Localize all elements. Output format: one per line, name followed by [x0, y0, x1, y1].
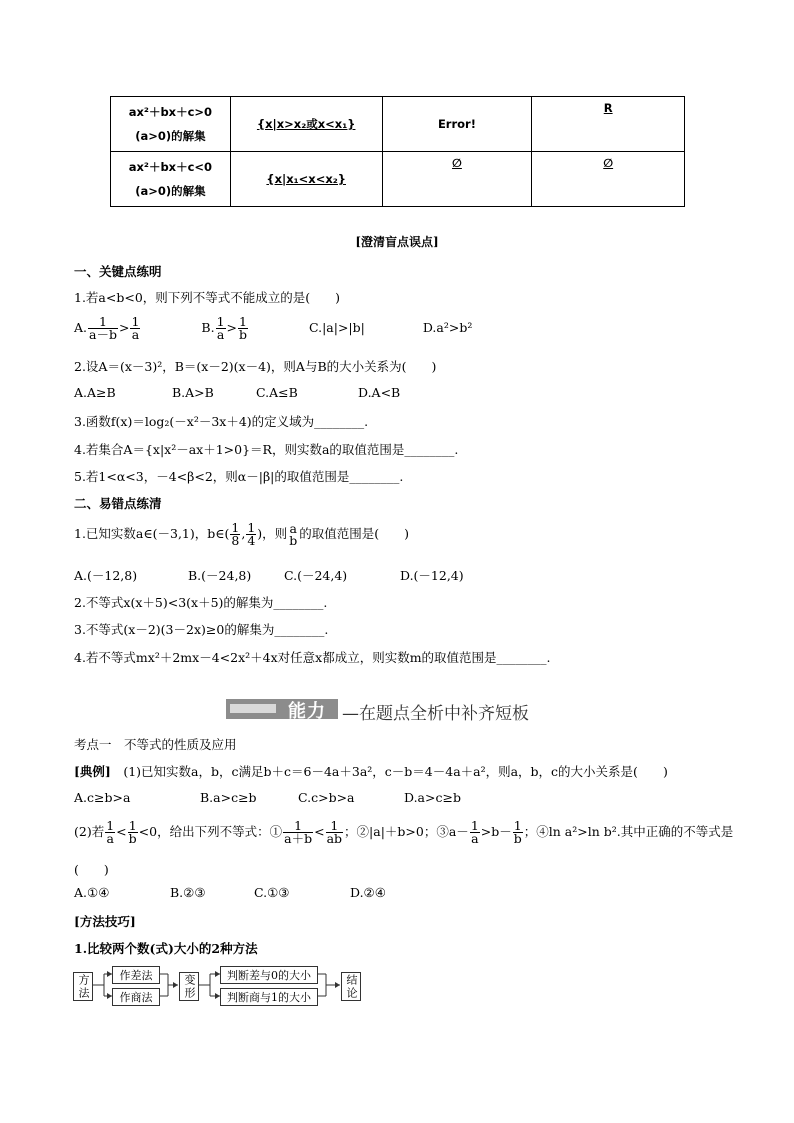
- fraction: [216, 316, 226, 341]
- table-row: [111, 152, 685, 207]
- table-cell: R: [532, 97, 685, 152]
- numerator: 1: [88, 316, 118, 329]
- solution-set-table: [110, 96, 685, 207]
- table-cell: ∅: [532, 152, 685, 207]
- fraction: $\frac{1}{b}$: [128, 818, 137, 846]
- numerator: 1: [247, 520, 256, 535]
- answer-paren: ( ): [74, 862, 109, 877]
- example-p1: [74, 762, 668, 780]
- option: A.A≥B: [74, 385, 116, 400]
- example-p2: (2)若 $\frac{1}{a}$ < $\frac{1}{b}$ <0，给出下列不等式：① $\frac{1}{a+b}$ < $\frac{1}{ab}$ ；②|a|＋b>0；③a－ $\frac{1}{a}$ >b－ $\frac{1}{b}$ ；④ln a²>ln b².其中正确的不等式是: [74, 818, 734, 846]
- question: 2.不等式x(x＋5)<3(x＋5)的解集为________.: [74, 595, 328, 610]
- operator: >: [118, 320, 130, 335]
- option-label: A.: [74, 320, 88, 335]
- banner-subtitle: —在题点全析中补齐短板: [342, 704, 529, 724]
- fraction: $\frac{1}{a+b}$: [284, 818, 313, 846]
- table-cell: {x|x₁<x<x₂}: [230, 152, 382, 207]
- question-text: 1.已知实数a∈(－3,1)，b∈(: [74, 526, 230, 541]
- fraction: [130, 316, 140, 341]
- part2-title: 二、易错点练清: [74, 496, 162, 511]
- denominator: a: [131, 327, 140, 342]
- flow-node-judge-quotient: 判断商与1的大小: [220, 988, 318, 1006]
- question-options: [74, 316, 472, 341]
- question-text: )，则: [257, 526, 288, 541]
- table-cell: {x|x>x₂或x<x₁}: [230, 97, 382, 152]
- question-text: ；④ln a²>ln b².其中正确的不等式是: [523, 824, 734, 839]
- table-cell: Error!: [382, 97, 532, 152]
- table-cell: ∅: [382, 152, 532, 207]
- method-title: 1.比较两个数(式)大小的2种方法: [74, 941, 258, 956]
- numerator: 1: [131, 314, 140, 329]
- denominator: 8: [231, 533, 240, 548]
- option: D.②④: [350, 885, 386, 900]
- option-label: B.: [201, 320, 215, 335]
- condition-label: (a>0)的解集: [135, 184, 206, 198]
- option: D.A<B: [358, 385, 401, 400]
- fraction: [88, 316, 118, 341]
- inequality-label: ax²＋bx＋c<0: [128, 160, 213, 174]
- option: C.(－24,4): [284, 568, 348, 583]
- question: 2.设A＝(x－3)²，B＝(x－2)(x－4)，则A与B的大小关系为( ): [74, 359, 437, 374]
- option: C.A≤B: [256, 385, 298, 400]
- numerator: a: [289, 520, 297, 536]
- question-text: ，给出下列不等式：①: [157, 824, 283, 839]
- section-title: [澄清盲点误点]: [355, 235, 439, 249]
- question: 5.若1<α<3，－4<β<2，则α－|β|的取值范围是________.: [74, 469, 404, 484]
- option: C.c>b>a: [298, 790, 355, 805]
- question: 3.不等式(x－2)(3－2x)≥0的解集为________.: [74, 622, 329, 637]
- inequality-label: ax²＋bx＋c>0: [128, 105, 213, 119]
- option: B.②③: [170, 885, 206, 900]
- fraction: $\frac{1}{a}$: [106, 818, 115, 846]
- example-tag: [典例]: [74, 764, 111, 779]
- option: D.a²>b²: [422, 320, 473, 335]
- method-tag: [方法技巧]: [74, 914, 136, 929]
- option: C.①③: [254, 885, 290, 900]
- fraction: $\frac{1}{ab}$: [326, 818, 343, 846]
- condition-label: (a>0)的解集: [135, 129, 206, 143]
- question-text: >b－: [480, 824, 512, 839]
- punctuation: ,: [241, 526, 246, 541]
- option: A.①④: [74, 885, 110, 900]
- option: C.|a|>|b|: [308, 320, 365, 335]
- fraction: [288, 520, 298, 548]
- question-options: [74, 566, 464, 584]
- fraction: [246, 522, 256, 547]
- denominator: a: [216, 327, 225, 342]
- fraction: [230, 522, 240, 547]
- question-text: ；②|a|＋b>0；③a－: [344, 824, 469, 839]
- part1-title: 一、关键点练明: [74, 264, 162, 279]
- numerator: 1: [231, 520, 240, 535]
- question-text: (2)若: [74, 824, 105, 839]
- question: 3.函数f(x)＝log₂(－x²－3x＋4)的定义域为________.: [74, 414, 369, 429]
- banner-decoration: [230, 704, 276, 713]
- question: [74, 522, 409, 547]
- kaodian-title: 考点一 不等式的性质及应用: [74, 737, 237, 752]
- denominator: 4: [247, 533, 256, 548]
- question-options: [74, 790, 461, 805]
- question: 1.若a<b<0，则下列不等式不能成立的是( ): [74, 290, 341, 305]
- denominator: b: [239, 327, 248, 342]
- option: B.(－24,8): [188, 568, 252, 583]
- flow-node-method: 方法: [73, 972, 93, 1001]
- denominator: b: [289, 532, 298, 548]
- option: A.c≥b>a: [74, 790, 131, 805]
- option: D.a>c≥b: [404, 790, 461, 805]
- fraction: $\frac{1}{a}$: [470, 818, 479, 846]
- fraction: [238, 316, 248, 341]
- option: D.(－12,4): [400, 568, 464, 583]
- flow-node-conclusion: 结论: [341, 972, 361, 1001]
- question-text: (1)已知实数a，b，c满足b＋c＝6－4a＋3a²，c－b＝4－4a＋a²，则a，b，c的大小关系是( ): [110, 764, 668, 779]
- denominator: a－b: [89, 327, 117, 342]
- question-text: 的取值范围是( ): [299, 526, 409, 541]
- option: B.A>B: [172, 385, 214, 400]
- option: B.a>c≥b: [200, 790, 257, 805]
- question: 4.若集合A＝{x|x²－ax＋1>0}＝R，则实数a的取值范围是________.: [74, 442, 459, 457]
- operator: >: [226, 320, 237, 335]
- table-cell: [111, 97, 231, 152]
- numerator: 1: [239, 314, 247, 329]
- flow-node-difference: 作差法: [112, 966, 160, 984]
- question-options: [74, 885, 386, 900]
- table-cell: [111, 152, 231, 207]
- question-options: [74, 385, 400, 400]
- question: 4.若不等式mx²＋2mx－4<2x²＋4x对任意x都成立，则实数m的取值范围是________.: [74, 650, 551, 665]
- flow-node-transform: 变形: [179, 972, 199, 1001]
- fraction: $\frac{1}{b}$: [513, 818, 522, 846]
- banner-title: 能力: [288, 701, 326, 722]
- table-row: [111, 97, 685, 152]
- numerator: 1: [216, 314, 225, 329]
- flow-node-judge-difference: 判断差与0的大小: [220, 966, 318, 984]
- option: A.(－12,8): [74, 568, 138, 583]
- flow-node-quotient: 作商法: [112, 988, 160, 1006]
- section-banner: [226, 699, 338, 722]
